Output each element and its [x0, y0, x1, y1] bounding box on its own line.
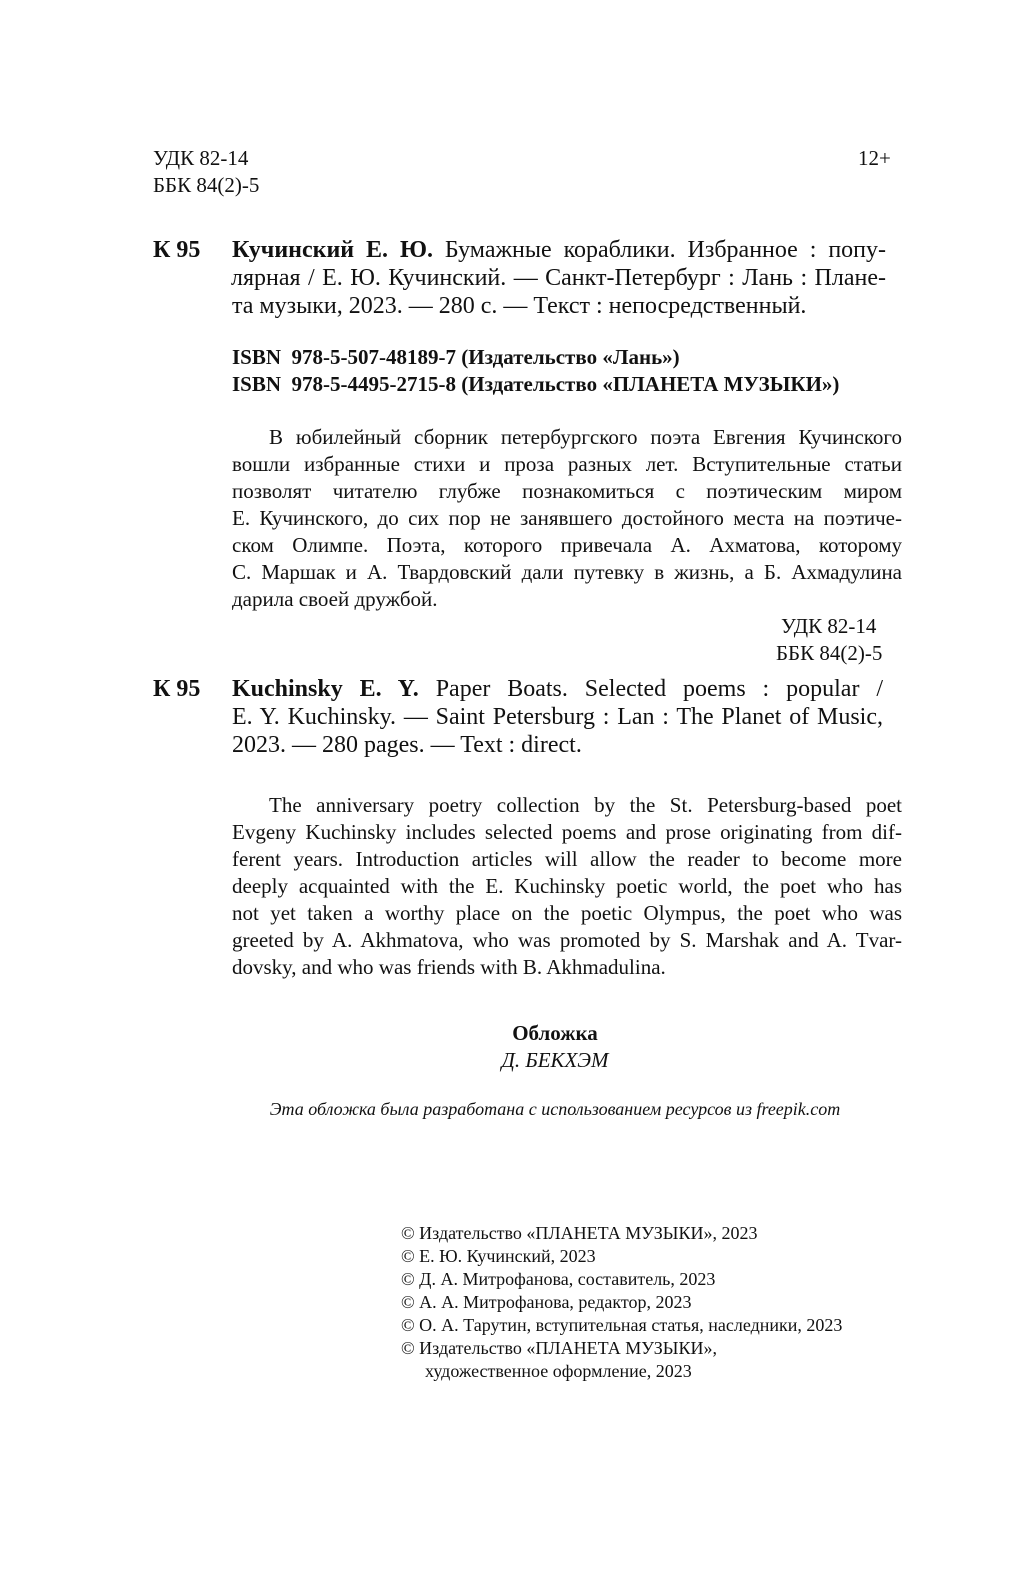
right-classification: [776, 613, 882, 667]
isbn-block: [232, 344, 839, 398]
copyright-line: художественное оформление, 2023: [425, 1361, 692, 1381]
age-rating: 12+: [858, 146, 891, 170]
en-entry-line-2: E. Y. Kuchinsky. — Saint Petersburg : Lan : The Planet of Music,: [232, 704, 883, 730]
ru-abstract-line: В юбилейный сборник петербургского поэта Евгения Кучинского: [269, 425, 902, 449]
en-entry-title: Paper Boats. Selected poems : popular /: [435, 676, 884, 702]
cover-credit: [0, 1020, 1024, 1074]
isbn-lan: ISBN 978-5-507-48189-7 (Издательство «Лань»): [232, 345, 680, 369]
en-entry-author: Kuchinsky E. Y.: [232, 676, 419, 702]
cover-artist: Д. БЕКХЭМ: [501, 1048, 609, 1072]
ru-bibliographic-entry: [232, 236, 886, 320]
copyright-line: © Издательство «ПЛАНЕТА МУЗЫКИ»,: [401, 1338, 717, 1358]
en-abstract: [232, 792, 902, 981]
en-entry-line-1: [232, 675, 883, 703]
en-author-sign: К 95: [153, 676, 201, 702]
en-abstract-line: greeted by A. Akhmatova, who was promoted by S. Marshak and A. Tvar-: [232, 928, 902, 952]
copyright-line: © Е. Ю. Кучинский, 2023: [401, 1246, 596, 1266]
ru-abstract-line: вошли избранные стихи и проза разных лет. Вступительные статьи: [232, 452, 902, 476]
header-classification: [153, 145, 259, 199]
en-abstract-line: deeply acquainted with the E. Kuchinsky poetic world, the poet who has: [232, 874, 902, 898]
copyright-line: © А. А. Митрофанова, редактор, 2023: [401, 1292, 692, 1312]
en-abstract-line: dovsky, and who was friends with B. Akhmadulina.: [232, 955, 666, 979]
en-abstract-line: The anniversary poetry collection by the St. Petersburg-based poet: [269, 793, 902, 817]
cover-resource-note: Эта обложка была разработана с использованием ресурсов из freepik.com: [269, 1099, 841, 1119]
copyright-line: © Издательство «ПЛАНЕТА МУЗЫКИ», 2023: [401, 1223, 758, 1243]
copyright-line: © Д. А. Митрофанова, составитель, 2023: [401, 1269, 716, 1289]
copyright-line: © О. А. Тарутин, вступительная статья, наследники, 2023: [401, 1315, 843, 1335]
en-abstract-line: ferent years. Introduction articles will allow the reader to become more: [232, 847, 902, 871]
ru-entry-title: Бумажные кораблики. Избранное : попу-: [444, 237, 887, 263]
bbk-code: ББК 84(2)-5: [153, 173, 260, 197]
ru-abstract-line: дарила своей дружбой.: [232, 587, 438, 611]
bbk-code-right: ББК 84(2)-5: [776, 641, 883, 665]
ru-entry-author: Кучинский Е. Ю.: [232, 237, 433, 263]
ru-abstract-line: ском Олимпе. Поэта, которого привечала А. Ахматова, которому: [232, 533, 902, 557]
en-entry-line-3: 2023. — 280 pages. — Text : direct.: [232, 732, 582, 758]
udk-code: УДК 82-14: [153, 146, 249, 170]
copyright-block: [401, 1222, 842, 1383]
ru-abstract: [232, 424, 902, 613]
en-abstract-line: Evgeny Kuchinsky includes selected poems and prose originating from dif-: [232, 820, 902, 844]
en-abstract-line: not yet taken a worthy place on the poetic Olympus, the poet who was: [232, 901, 902, 925]
ru-entry-line-3: та музыки, 2023. — 280 с. — Текст : непосредственный.: [232, 293, 807, 319]
isbn-planeta: ISBN 978-5-4495-2715-8 (Издательство «ПЛАНЕТА МУЗЫКИ»): [232, 372, 840, 396]
ru-abstract-line: позволят читателю глубже познакомиться с поэтическим миром: [232, 479, 902, 503]
ru-abstract-line: С. Маршак и А. Твардовский дали путевку в жизнь, а Б. Ахмадулина: [232, 560, 902, 584]
udk-code-right: УДК 82-14: [781, 614, 877, 638]
ru-entry-line-1: [232, 236, 886, 264]
ru-author-sign: К 95: [153, 237, 201, 263]
ru-entry-line-2: лярная / Е. Ю. Кучинский. — Санкт-Петербург : Лань : Плане-: [231, 265, 886, 291]
cover-heading: Обложка: [512, 1021, 598, 1045]
en-bibliographic-entry: [232, 675, 883, 759]
ru-abstract-line: Е. Кучинского, до сих пор не занявшего достойного места на поэтиче-: [232, 506, 902, 530]
